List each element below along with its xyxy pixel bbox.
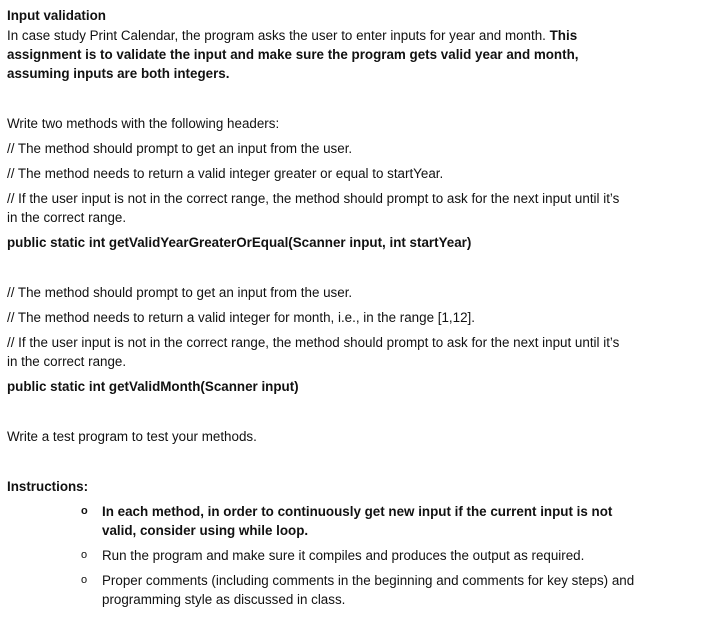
instructions-label: Instructions:	[7, 479, 89, 494]
test-program-text: Write a test program to test your methods.	[7, 429, 257, 444]
method1-signature: public static int getValidYearGreaterOrEqual(Scanner input, int startYear)	[7, 235, 472, 250]
method-intro: Write two methods with the following headers:	[7, 116, 280, 131]
intro-bold-text: This assignment is to validate the input and make sure the program gets valid year and month, assuming inputs are both integers.	[7, 28, 579, 81]
list-item	[7, 546, 637, 565]
method2-comment-1: // The method should prompt to get an input from the user.	[7, 285, 353, 300]
method2-comment-2: // The method needs to return a valid integer for month, i.e., in the range [1,12].	[7, 310, 475, 325]
hollow-bullet-icon: o	[81, 505, 88, 517]
page-title: Input validation	[7, 8, 106, 23]
list-item	[7, 571, 637, 609]
intro-paragraph	[7, 26, 637, 83]
method2-comment-3: // If the user input is not in the correct range, the method should prompt to ask for the next input until it’s in the correct range.	[7, 335, 620, 369]
method1-comment-3: // If the user input is not in the correct range, the method should prompt to ask for the next input until it’s in the correct range.	[7, 191, 620, 225]
assignment-document	[7, 6, 707, 609]
intro-text: In case study Print Calendar, the program asks the user to enter inputs for year and month.	[7, 28, 550, 43]
hollow-bullet-icon: o	[81, 574, 88, 586]
instructions-list	[7, 502, 707, 609]
list-item-text: Run the program and make sure it compiles and produces the output as required.	[102, 548, 585, 563]
method1-comment-2: // The method needs to return a valid integer greater or equal to startYear.	[7, 166, 444, 181]
list-item	[7, 502, 637, 540]
list-item-text: Proper comments (including comments in the beginning and comments for key steps) and programming style as discussed in class.	[102, 573, 635, 607]
hollow-bullet-icon: o	[81, 549, 88, 561]
method2-signature: public static int getValidMonth(Scanner input)	[7, 379, 299, 394]
list-item-text: In each method, in order to continuously get new input if the current input is not valid, consider using while loop.	[102, 504, 613, 538]
method1-comment-1: // The method should prompt to get an input from the user.	[7, 141, 353, 156]
